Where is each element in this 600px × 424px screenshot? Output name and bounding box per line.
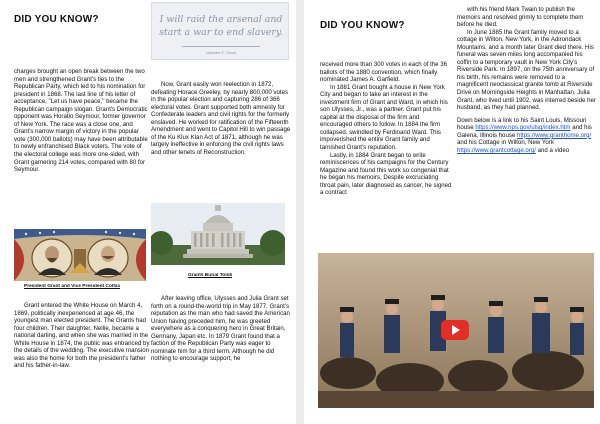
left-page-heading: DID YOU KNOW? [14, 14, 99, 25]
video-intro: and a video [537, 146, 570, 154]
play-triangle [452, 325, 460, 335]
right-col2-text: with his friend Mark Twain to publish the memoirs and resolved grimly to complete them before he died. In June 1885 the Grant family moved to a cottage in Wilton, New York, in the Adirondack Mountains, and a month later Grant died there. His funeral was seven miles long accompanied his coffin to a temporary vault in New York City's Riverside Park. In 1897, on the 75th anniversary of his birth, his remains were removed to a magnificent neoclassical granite tomb at Riverside Drive on Morningside Heights in Manhattan. Julia Grant, who lived until 1902, was interred beside her husband, as they had planned. Down below is a link to his Saint Louis, Missouri house https://www.nps.gov/ulsg/index.htm and his Galena, Illinois house https://www.granthome.org/ and his Cottage in Wilton, New York https://www.grantcottage.org/ and a video [457, 6, 596, 154]
left-page [0, 0, 296, 424]
grantcottage-link[interactable]: https://www.grantcottage.org/ [457, 146, 536, 154]
grants-tomb-caption: Grants Burial Tomb [188, 273, 233, 278]
grants-tomb-image [151, 203, 285, 265]
quote-author: Ulysses S. Grant [205, 50, 236, 55]
grant-colfax-caption: President Grant and Vice President Colfax [24, 284, 121, 289]
right-page-heading: DID YOU KNOW? [320, 20, 405, 31]
links-intro: Down below is a link to his Saint Louis, Missouri house [457, 116, 587, 132]
galena-intro: and his Galena, Illinois house [457, 124, 592, 139]
quote-divider [182, 46, 260, 47]
left-col2-bottom-text: After leaving office, Ulysses and Julia Grant set forth on a round-the-world trip in May 1877. Grant's reputation as the man who had saved the American Union having preceded him, he was greeted everywhere as a conquering hero in Great Britain, Germany, Japan etc. In 1879 Grant found that a faction of the Republican Party was eager to nominate him for a third term. Although he did nothing to encourage support, he [151, 295, 290, 363]
quote-image [151, 2, 289, 60]
left-col2-top-text: Now, Grant easily won reelection in 1872, defeating Horace Greeley, by nearly 800,000 votes in the popular election and capturing 286 of 366 electoral votes. Grant supported both amnesty for Confederate leaders and civil rights for the formerly enslaved. He worked for ratification of the Fifteenth Amendment and went to Capitol Hill to win passage of the Ku Klux Klan Act of 1871, although he was largely ineffective in enforcing the civil rights laws and other tenets of Reconstruction. [151, 81, 291, 156]
grant-colfax-banner-image [14, 229, 146, 281]
youtube-play-icon[interactable] [441, 320, 469, 340]
quote-text: I will raid the arsenal and start a war to end slavery. [159, 14, 283, 38]
right-col1-text: received more than 300 votes in each of the 36 ballots of the 1880 convention, which finally nominated James A. Garfield. In 1881 Grant bought a house in New York City and began to take an interest in the investment firm of Grant and Ward, in which his son Ulysses, Jr., was a partner. Grant put his capital at the disposal of the firm and encouraged others to follow. In 1884 the firm collapsed, swindled by Ferdinand Ward. This impoverished the entire Grant family and tarnished Grant's reputation. Lastly, in 1884 Grant began to write reminiscences of his campaigns for the Century Magazine and found this work so congenial that he began his memoirs. Despite excruciating throat pain, later diagnosed as cancer, he signed a contract [320, 61, 452, 197]
left-col1-top-text: charges brought an open break between the two men and strengthened Grant's ties to the Republican Party, which led to his nomination for president in 1868. The last line of his letter of acceptance, "Let us have peace," became the Republican campaign slogan. Grant's Democratic opponent was Horatio Seymour, former governor of New York. The race was a close one, and Grant's narrow margin of victory in the popular vote (300,000 ballots) may have been attributable to newly enfranchised Black voters. The vote of the electoral college was more one-sided, with Grant garnering 214 votes, compared with 80 for Seymour. [14, 68, 148, 174]
civil-war-video-embed[interactable] [318, 253, 594, 408]
cottage-intro: and his Cottage in Wilton, New York [457, 139, 554, 147]
granthome-link[interactable]: https://www.granthome.org/ [516, 131, 592, 139]
right-page [304, 0, 600, 424]
left-col1-bottom-text: Grant entered the White House on March 4, 1869, politically inexperienced at age 46, the youngest man elected president. The Grants had four children. Their daughter, Nellie, became a national darling, and when she was married in the White House in 1874, the public was entranced by the details of the wedding. The executive mansion was also the home for both the president's father and his father-in-law. [14, 302, 150, 370]
page-gutter [296, 0, 304, 424]
nps-link[interactable]: https://www.nps.gov/ulsg/index.htm [475, 124, 571, 132]
